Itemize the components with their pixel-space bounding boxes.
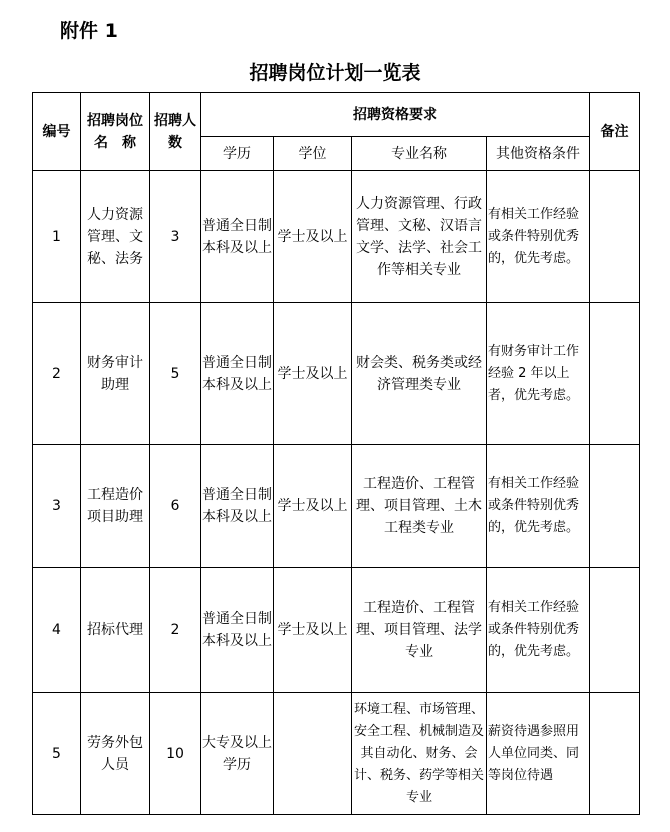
header-degree: 学位 [274,137,352,171]
cell-id: 4 [33,568,81,693]
cell-education: 普通全日制本科及以上 [201,171,274,303]
cell-remarks [590,693,640,815]
cell-degree: 学士及以上 [274,445,352,568]
recruitment-plan-table [32,92,640,815]
cell-major: 环境工程、市场管理、安全工程、机械制造及其自动化、财务、会计、税务、药学等相关专业 [352,693,487,815]
header-requirements: 招聘资格要求 [201,93,590,137]
table-row [33,171,640,303]
header-position: 招聘岗位名 称 [81,93,150,171]
table-title: 招聘岗位计划一览表 [249,62,421,84]
cell-major: 人力资源管理、行政管理、文秘、汉语言文学、法学、社会工作等相关专业 [352,171,487,303]
cell-remarks [590,171,640,303]
cell-id: 2 [33,303,81,445]
cell-position: 工程造价项目助理 [81,445,150,568]
cell-count: 2 [150,568,201,693]
cell-id: 5 [33,693,81,815]
cell-major: 工程造价、工程管理、项目管理、法学专业 [352,568,487,693]
cell-position: 招标代理 [81,568,150,693]
cell-position: 财务审计助理 [81,303,150,445]
header-id: 编号 [33,93,81,171]
cell-remarks [590,303,640,445]
cell-other: 有相关工作经验或条件特别优秀的，优先考虑。 [487,445,590,568]
cell-other: 薪资待遇参照用人单位同类、同等岗位待遇 [487,693,590,815]
cell-remarks [590,445,640,568]
cell-major: 财会类、税务类或经济管理类专业 [352,303,487,445]
header-other: 其他资格条件 [487,137,590,171]
table-row [33,445,640,568]
table-row [33,303,640,445]
cell-degree: 学士及以上 [274,171,352,303]
cell-degree: 学士及以上 [274,303,352,445]
cell-count: 3 [150,171,201,303]
cell-id: 3 [33,445,81,568]
cell-degree: 学士及以上 [274,568,352,693]
cell-other: 有财务审计工作经验 2 年以上者，优先考虑。 [487,303,590,445]
cell-other: 有相关工作经验或条件特别优秀的，优先考虑。 [487,171,590,303]
header-remarks: 备注 [590,93,640,171]
attachment-label: 附件 1 [60,20,118,42]
cell-id: 1 [33,171,81,303]
cell-education: 普通全日制本科及以上 [201,568,274,693]
cell-major: 工程造价、工程管理、项目管理、土木工程类专业 [352,445,487,568]
header-education: 学历 [201,137,274,171]
cell-count: 6 [150,445,201,568]
table-row [33,568,640,693]
cell-position: 劳务外包人员 [81,693,150,815]
cell-degree [274,693,352,815]
cell-other: 有相关工作经验或条件特别优秀的，优先考虑。 [487,568,590,693]
cell-education: 大专及以上学历 [201,693,274,815]
table-row [33,693,640,815]
cell-count: 5 [150,303,201,445]
cell-remarks [590,568,640,693]
header-major: 专业名称 [352,137,487,171]
cell-count: 10 [150,693,201,815]
cell-education: 普通全日制本科及以上 [201,445,274,568]
cell-education: 普通全日制本科及以上 [201,303,274,445]
cell-position: 人力资源管理、文秘、法务 [81,171,150,303]
header-count: 招聘人数 [150,93,201,171]
